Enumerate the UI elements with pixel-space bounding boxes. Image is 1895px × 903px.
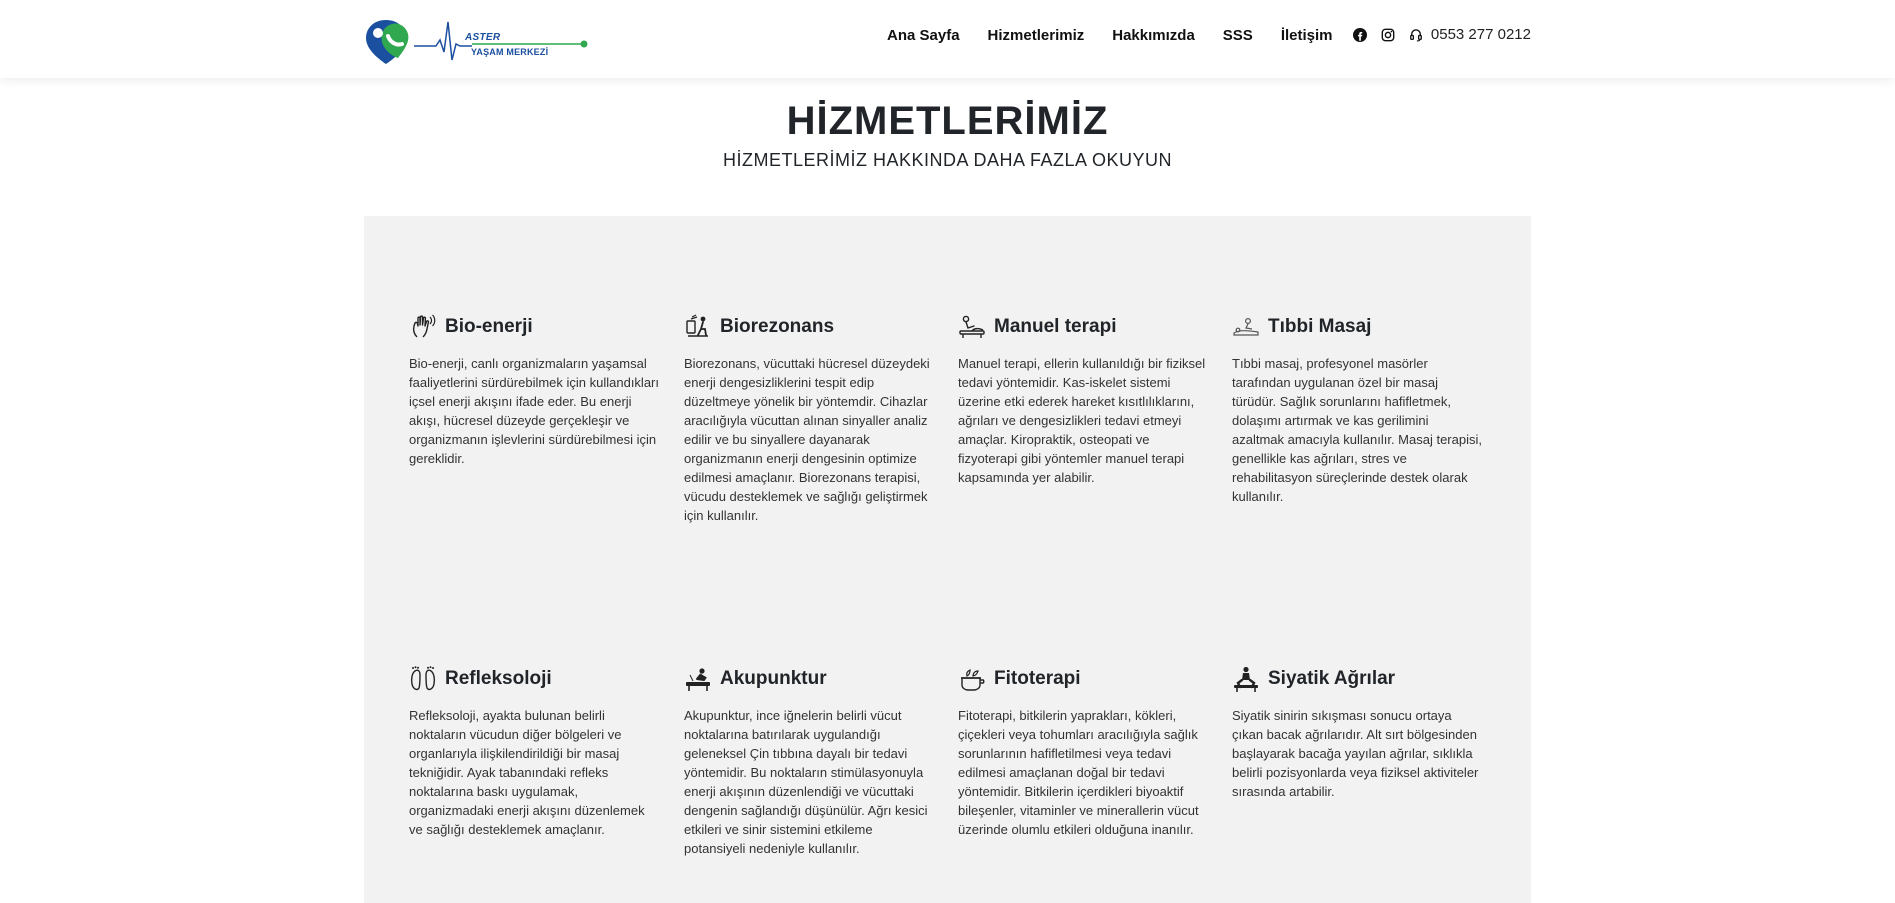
- facebook-icon[interactable]: [1353, 28, 1367, 42]
- service-description: Tıbbi masaj, profesyonel masörler tarafından uygulanan özel bir masaj türüdür. Sağlık sorunlarını hafifletmek, dolaşımı artırmak ve kas gerilimini azaltmak amacıyla kullanılır. Masaj terapisi, genellikle kas ağrıları, stres ve rehabilitasyon süreçlerinde destek olarak kullanılır.: [1232, 356, 1482, 504]
- service-card-akupunktur[interactable]: [684, 664, 934, 858]
- main-nav: [887, 27, 1333, 44]
- service-title: Biorezonans: [720, 316, 835, 337]
- sciatica-icon: [1232, 665, 1260, 693]
- page-hero: [0, 98, 1895, 171]
- instagram-icon[interactable]: [1381, 28, 1395, 42]
- site-logo[interactable]: [364, 16, 590, 66]
- logo-wordmark-bottom: YAŞAM MERKEZİ: [471, 47, 549, 57]
- service-card-fitoterapi[interactable]: [958, 664, 1208, 839]
- nav-iletisim[interactable]: İletişim: [1280, 27, 1333, 44]
- feet-icon: [409, 665, 437, 693]
- nav-ana-sayfa[interactable]: Ana Sayfa: [887, 27, 960, 44]
- service-title: Akupunktur: [720, 668, 827, 689]
- service-card-header: [1232, 312, 1482, 342]
- service-card-biorezonans[interactable]: [684, 312, 934, 525]
- service-title: Refleksoloji: [445, 668, 552, 689]
- service-card-tibbi-masaj[interactable]: [1232, 312, 1482, 506]
- service-card-header: [409, 312, 659, 342]
- service-description: Fitoterapi, bitkilerin yaprakları, kökleri, çiçekleri veya tohumları aracılığıyla sağlık sorunlarının hafifletilmesi veya tedavi edilmesi amaçlanan doğal bir tedavi yöntemidir. Bitkilerin içerdikleri biyoaktif bileşenler, vitaminler ve minerallerin vücut üzerinde olumlu etkileri olduğuna inanılır.: [958, 708, 1199, 837]
- service-description: Siyatik sinirin sıkışması sonucu ortaya çıkan bacak ağrılarıdır. Alt sırt bölgesinden başlayarak bacağa yayılan ağrılar, sıklıkla belirli pozisyonlarda veya fiziksel aktiviteler sırasında artabilir.: [1232, 708, 1479, 799]
- service-description: Bio-enerji, canlı organizmaların yaşamsal faaliyetlerini sürdürebilmek için kullandıkları içsel enerji akışını ifade eder. Bu enerji akışı, hücresel düzeyde gerçekleşir ve organizmanın işlevlerini sürdürebilmesi için gereklidir.: [409, 356, 659, 466]
- page-title: HİZMETLERİMİZ: [786, 99, 1109, 143]
- service-card-header: [684, 312, 934, 342]
- service-card-bio-enerji[interactable]: [409, 312, 659, 468]
- logo-wordmark-top: ASTER: [465, 32, 501, 43]
- service-title: Tıbbi Masaj: [1268, 316, 1372, 337]
- nav-sss[interactable]: SSS: [1222, 27, 1253, 44]
- header-contact: [1353, 26, 1531, 43]
- service-title: Fitoterapi: [994, 668, 1081, 689]
- phone-contact[interactable]: [1409, 26, 1531, 43]
- herbal-pot-icon: [958, 665, 986, 693]
- service-card-header: [958, 312, 1208, 342]
- service-card-header: [1232, 664, 1482, 694]
- site-header: [0, 0, 1895, 78]
- service-title: Bio-enerji: [445, 316, 533, 337]
- service-title: Siyatik Ağrılar: [1268, 668, 1396, 689]
- service-card-manuel-terapi[interactable]: [958, 312, 1208, 487]
- manual-therapy-icon: [958, 313, 986, 341]
- service-description: Manuel terapi, ellerin kullanıldığı bir fiziksel tedavi yöntemidir. Kas-iskelet sistemi üzerine etki ederek hareket kısıtlılıklarını, ağrıları ve dengesizlikleri tedavi etmeyi amaçlar. Kiropraktik, osteopati ve fizyoterapi gibi yöntemler manuel terapi kapsamında yer alabilir.: [958, 356, 1206, 485]
- nav-hakkimizda[interactable]: Hakkımızda: [1112, 27, 1195, 44]
- service-card-refleksoloji[interactable]: [409, 664, 659, 839]
- service-card-header: [958, 664, 1208, 694]
- phone-number: 0553 277 0212: [1430, 26, 1531, 43]
- service-card-header: [409, 664, 659, 694]
- massage-icon: [1232, 313, 1260, 341]
- services-grid: [364, 216, 1531, 903]
- headset-icon: [1409, 28, 1423, 42]
- service-description: Refleksoloji, ayakta bulunan belirli noktaların vücudun diğer bölgeleri ve organlarıyla ilişkilendirildiği bir masaj tekniğidir. Ayak tabanındaki refleks noktalarına baskı uygulamak, organizmadaki enerji akışını düzenlemek ve sağlığı desteklemek amaçlanır.: [409, 708, 645, 837]
- service-card-siyatik-agrilar[interactable]: [1232, 664, 1482, 801]
- service-title: Manuel terapi: [994, 316, 1117, 337]
- device-person-icon: [684, 313, 712, 341]
- service-card-header: [684, 664, 934, 694]
- service-description: Biorezonans, vücuttaki hücresel düzeydeki enerji dengesizliklerini tespit edip düzeltmeye yönelik bir yöntemdir. Cihazlar aracılığıyla vücuttan alınan sinyaller analiz edilir ve bu sinyallere dayanarak organizmanın enerji dengesinin optimize edilmesi amaçlanır. Biorezonans terapisi, vücudu desteklemek ve sağlığı geliştirmek için kullanılır.: [684, 356, 930, 523]
- service-description: Akupunktur, ince iğnelerin belirli vücut noktalarına batırılarak uygulandığı geleneksel Çin tıbbına dayalı bir tedavi yöntemidir. Bu noktaların stimülasyonuyla enerji akışının düzenlendiği ve vücuttaki dengenin sağlandığı düşünülür. Ağrı kesici etkileri ve sinir sistemini etkileme potansiyeli nedeniyle kullanılır.: [684, 708, 928, 856]
- acupuncture-icon: [684, 665, 712, 693]
- hand-energy-icon: [409, 313, 437, 341]
- nav-hizmetlerimiz[interactable]: Hizmetlerimiz: [987, 27, 1085, 44]
- page-subtitle: HİZMETLERİMİZ HAKKINDA DAHA FAZLA OKUYUN: [722, 150, 1173, 170]
